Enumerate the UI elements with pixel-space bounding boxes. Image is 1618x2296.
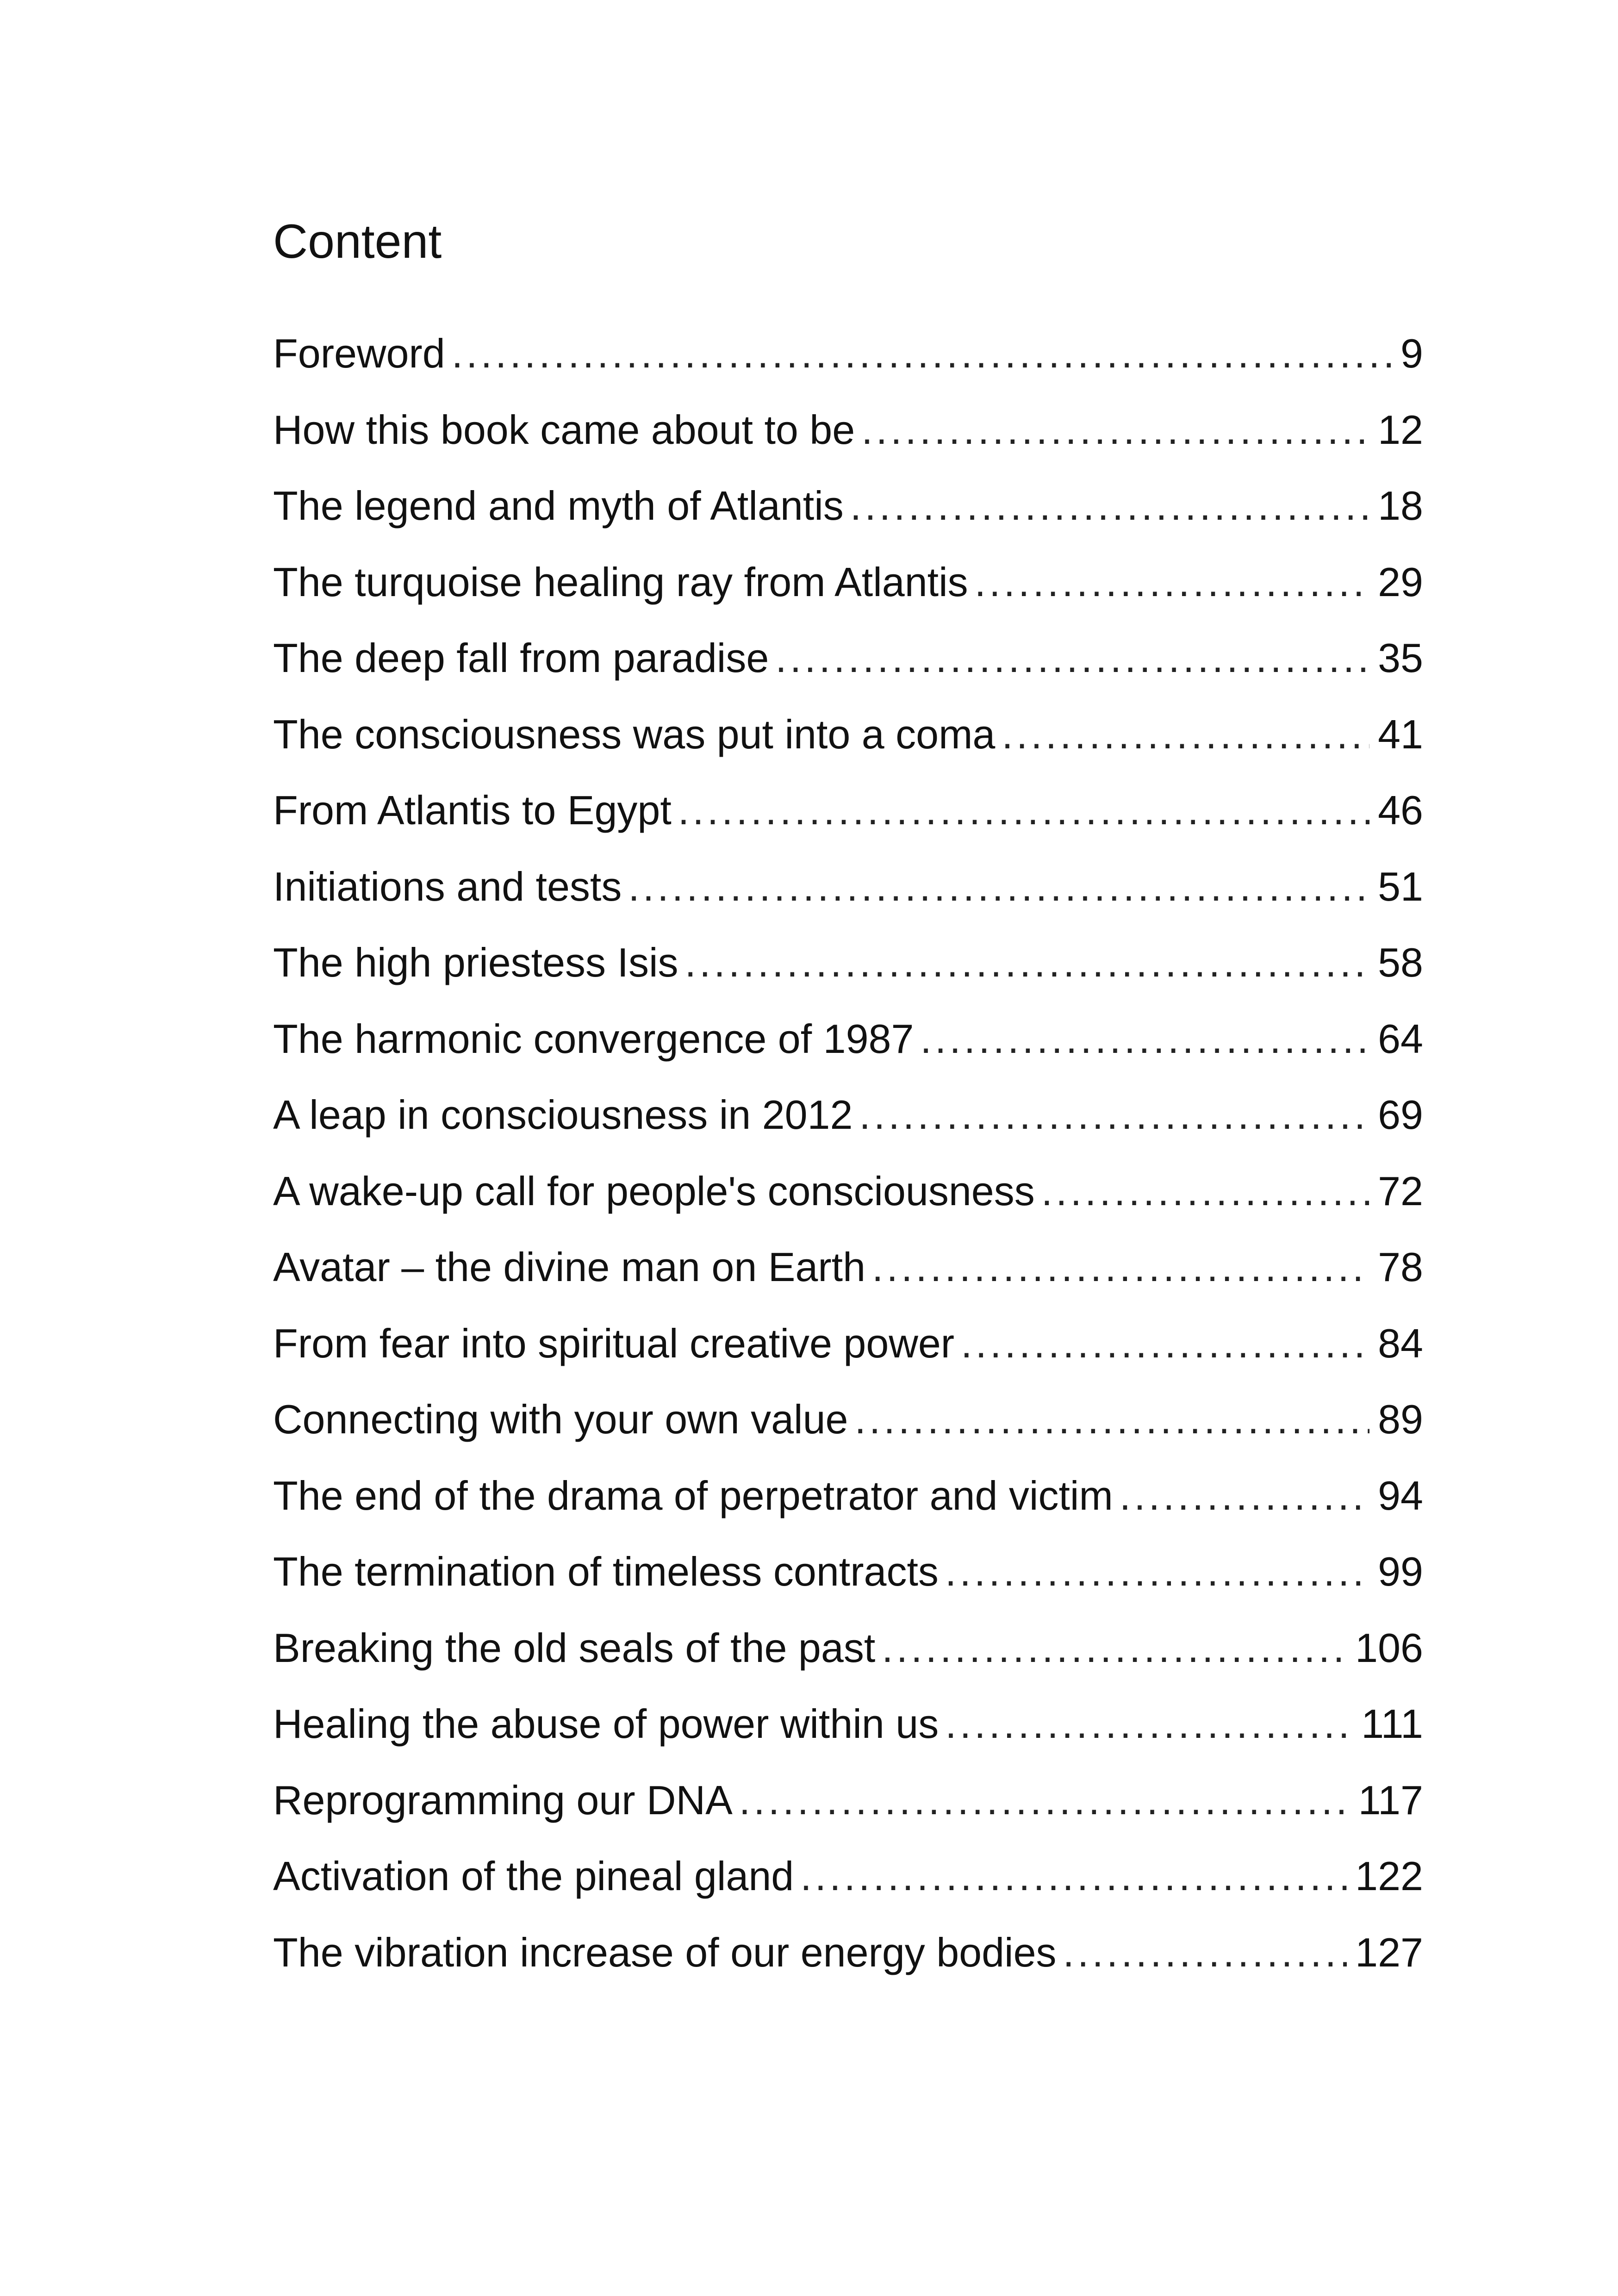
toc-entry-title: Healing the abuse of power within us bbox=[273, 1701, 939, 1747]
dot-leader bbox=[1120, 1475, 1369, 1516]
toc-entry-title: The turquoise healing ray from Atlantis bbox=[273, 559, 968, 605]
toc-entry-page: 12 bbox=[1378, 406, 1423, 453]
toc-entry-page: 18 bbox=[1378, 483, 1423, 529]
toc-entry-title: The high priestess Isis bbox=[273, 940, 678, 985]
dot-leader bbox=[945, 1551, 1369, 1592]
table-of-contents bbox=[273, 330, 1423, 2008]
dot-leader bbox=[1063, 1932, 1347, 1973]
toc-entry-title: The legend and myth of Atlantis bbox=[273, 483, 844, 529]
toc-entry-title: The harmonic convergence of 1987 bbox=[273, 1015, 914, 1062]
toc-entry bbox=[273, 1320, 1423, 1400]
toc-entry bbox=[273, 1853, 1423, 1932]
toc-entry-title: Breaking the old seals of the past bbox=[273, 1624, 876, 1671]
toc-entry bbox=[273, 1244, 1423, 1323]
toc-entry-page: 69 bbox=[1378, 1092, 1423, 1138]
dot-leader bbox=[628, 866, 1369, 907]
toc-entry-page: 58 bbox=[1378, 940, 1423, 985]
toc-entry-page: 122 bbox=[1355, 1853, 1423, 1899]
toc-entry-title: Activation of the pineal gland bbox=[273, 1853, 794, 1899]
toc-entry-title: The consciousness was put into a coma bbox=[273, 711, 996, 757]
toc-entry bbox=[273, 1396, 1423, 1475]
dot-leader bbox=[850, 485, 1369, 526]
toc-entry-title: Reprogramming our DNA bbox=[273, 1777, 733, 1823]
toc-entry-title: Foreword bbox=[273, 330, 445, 376]
dot-leader bbox=[678, 790, 1369, 831]
toc-entry-title: The vibration increase of our energy bodies bbox=[273, 1929, 1057, 1975]
toc-entry-page: 111 bbox=[1361, 1701, 1423, 1747]
toc-entry bbox=[273, 406, 1423, 486]
toc-entry-title: From fear into spiritual creative power bbox=[273, 1320, 955, 1366]
toc-entry-title: How this book came about to be bbox=[273, 406, 855, 453]
toc-entry-page: 94 bbox=[1378, 1472, 1423, 1518]
toc-entry-page: 64 bbox=[1378, 1015, 1423, 1062]
toc-entry bbox=[273, 787, 1423, 866]
dot-leader bbox=[961, 1323, 1369, 1364]
toc-entry-title: The end of the drama of perpetrator and victim bbox=[273, 1472, 1113, 1518]
toc-entry bbox=[273, 1092, 1423, 1171]
toc-entry-page: 9 bbox=[1400, 330, 1423, 376]
dot-leader bbox=[1002, 714, 1369, 755]
dot-leader bbox=[1041, 1171, 1369, 1212]
toc-entry-title: A wake-up call for people's consciousness bbox=[273, 1168, 1035, 1214]
toc-entry bbox=[273, 1551, 1423, 1628]
dot-leader bbox=[975, 562, 1369, 603]
toc-entry bbox=[273, 711, 1423, 790]
toc-entry-page: 84 bbox=[1378, 1320, 1423, 1366]
toc-entry-page: 106 bbox=[1355, 1624, 1423, 1671]
toc-entry-title: From Atlantis to Egypt bbox=[273, 787, 672, 833]
dot-leader bbox=[872, 1247, 1369, 1288]
dot-leader bbox=[859, 1095, 1369, 1135]
toc-entry-page: 127 bbox=[1355, 1929, 1423, 1975]
dot-leader bbox=[685, 942, 1370, 983]
toc-entry-page: 46 bbox=[1378, 787, 1423, 833]
dot-leader bbox=[854, 1399, 1369, 1440]
toc-entry-title: A leap in consciousness in 2012 bbox=[273, 1092, 853, 1138]
toc-entry-page: 89 bbox=[1378, 1396, 1423, 1442]
toc-entry bbox=[273, 1929, 1423, 2009]
toc-entry-page: 35 bbox=[1378, 635, 1423, 681]
dot-leader bbox=[452, 333, 1392, 374]
toc-entry-title: Avatar – the divine man on Earth bbox=[273, 1244, 866, 1290]
toc-entry-page: 78 bbox=[1378, 1244, 1423, 1290]
dot-leader bbox=[775, 638, 1369, 678]
toc-entry-page: 41 bbox=[1378, 711, 1423, 757]
toc-entry bbox=[273, 559, 1423, 638]
toc-entry bbox=[273, 1701, 1423, 1780]
toc-entry-title: The termination of timeless contracts bbox=[273, 1549, 939, 1594]
dot-leader bbox=[945, 1704, 1353, 1744]
dot-leader bbox=[800, 1856, 1347, 1897]
toc-entry bbox=[273, 863, 1423, 943]
dot-leader bbox=[882, 1628, 1347, 1668]
toc-entry-page: 29 bbox=[1378, 559, 1423, 605]
toc-entry-title: The deep fall from paradise bbox=[273, 635, 769, 681]
toc-entry bbox=[273, 1472, 1423, 1552]
toc-entry bbox=[273, 1015, 1423, 1095]
dot-leader bbox=[861, 410, 1369, 450]
toc-entry bbox=[273, 1777, 1423, 1856]
toc-entry-title: Connecting with your own value bbox=[273, 1396, 848, 1442]
toc-entry bbox=[273, 635, 1423, 714]
toc-entry bbox=[273, 1168, 1423, 1247]
toc-entry-page: 51 bbox=[1378, 863, 1423, 909]
page-title: Content bbox=[273, 215, 442, 268]
dot-leader bbox=[739, 1780, 1350, 1821]
dot-leader bbox=[920, 1019, 1369, 1059]
toc-entry bbox=[273, 1624, 1423, 1704]
toc-entry bbox=[273, 942, 1423, 1019]
toc-entry bbox=[273, 330, 1423, 410]
toc-entry bbox=[273, 485, 1423, 562]
toc-entry-page: 117 bbox=[1358, 1777, 1423, 1823]
toc-entry-page: 72 bbox=[1378, 1168, 1423, 1214]
toc-entry-title: Initiations and tests bbox=[273, 863, 622, 909]
toc-entry-page: 99 bbox=[1378, 1549, 1423, 1594]
